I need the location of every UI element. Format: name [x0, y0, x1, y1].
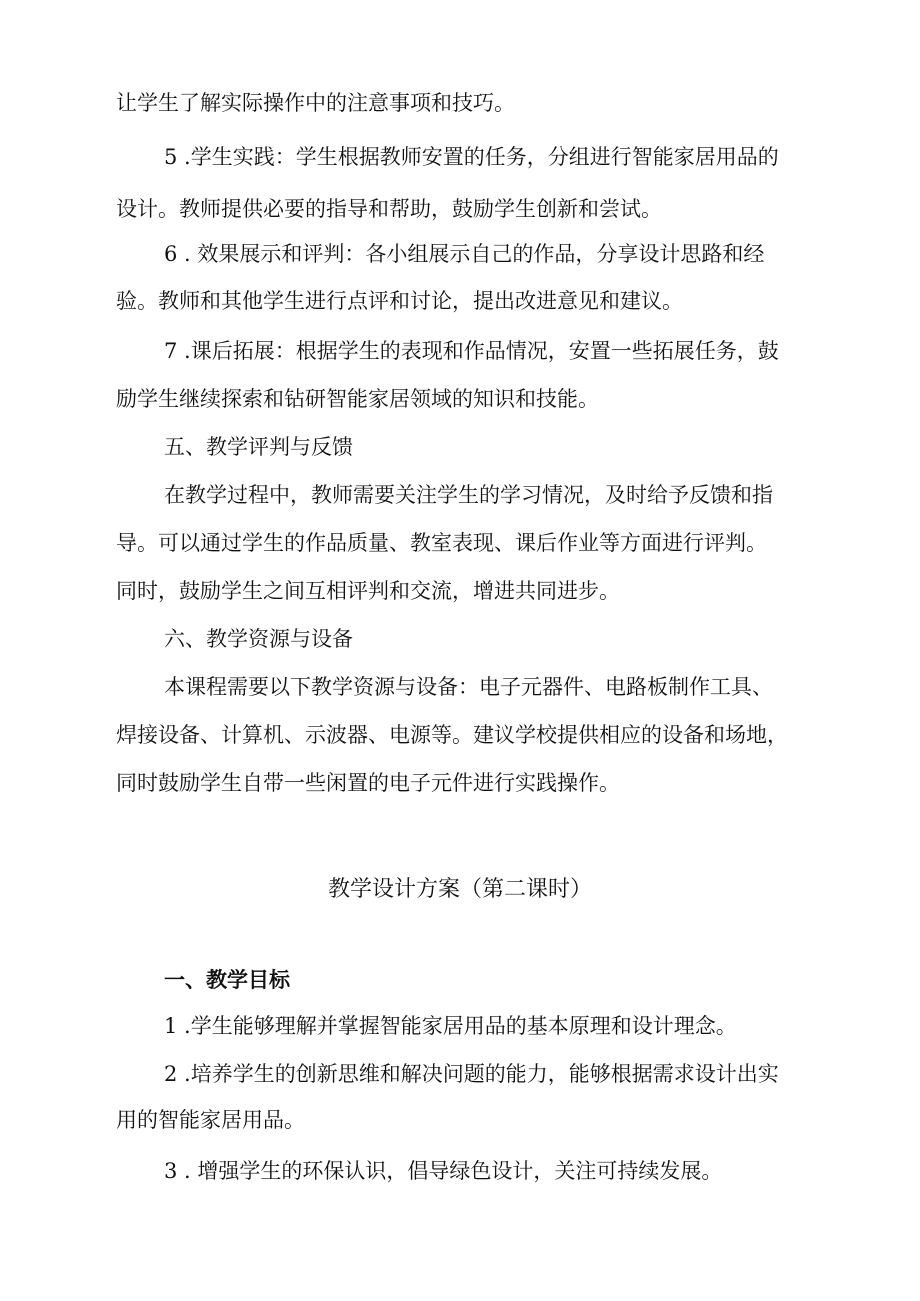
objective-item-3: 3 . 增强学生的环保认识，倡导绿色设计，关注可持续发展。 — [164, 1159, 723, 1183]
paragraph-resources-line-1: 本课程需要以下教学资源与设备：电子元器件、电路板制作工具、 — [164, 675, 773, 699]
paragraph-resources-line-3: 同时鼓励学生自带一些闲置的电子元件进行实践操作。 — [116, 771, 620, 795]
section-heading-6: 六、教学资源与设备 — [164, 627, 353, 651]
paragraph-feedback-line-1: 在教学过程中，教师需要关注学生的学习情况，及时给予反馈和指 — [164, 483, 773, 507]
list-item-5-line-2: 设计。教师提供必要的指导和帮助，鼓励学生创新和尝试。 — [116, 197, 662, 221]
list-item-6-line-1: 6 . 效果展示和评判：各小组展示自己的作品，分享设计思路和经 — [164, 242, 765, 266]
paragraph-feedback-line-2: 导。可以通过学生的作品质量、教室表现、课后作业等方面进行评判。 — [116, 531, 767, 555]
page-title: 教学设计方案（第二课时） — [327, 877, 592, 902]
objective-item-2-line-1: 2 .培养学生的创新思维和解决问题的能力，能够根据需求设计出实 — [164, 1062, 779, 1086]
section-heading-5: 五、教学评判与反馈 — [164, 435, 353, 459]
list-item-5-line-1: 5 .学生实践：学生根据教师安置的任务，分组进行智能家居用品的 — [164, 145, 779, 169]
paragraph-resources-line-2: 焊接设备、计算机、示波器、电源等。建议学校提供相应的设备和场地， — [116, 723, 788, 747]
list-item-7-line-1: 7 .课后拓展：根据学生的表现和作品情况，安置一些拓展任务，鼓 — [164, 339, 779, 363]
paragraph-line: 让学生了解实际操作中的注意事项和技巧。 — [116, 91, 515, 115]
objective-item-2-line-2: 用的智能家居用品。 — [116, 1108, 305, 1132]
section-heading-objectives: 一、教学目标 — [164, 968, 290, 992]
list-item-6-line-2: 验。教师和其他学生进行点评和讨论，提出改进意见和建议。 — [116, 289, 683, 313]
paragraph-feedback-line-3: 同时，鼓励学生之间互相评判和交流，增进共同进步。 — [116, 579, 620, 603]
list-item-7-line-2: 励学生继续探索和钻研智能家居领域的知识和技能。 — [116, 387, 599, 411]
objective-item-1: 1 .学生能够理解并掌握智能家居用品的基本原理和设计理念。 — [164, 1014, 737, 1038]
